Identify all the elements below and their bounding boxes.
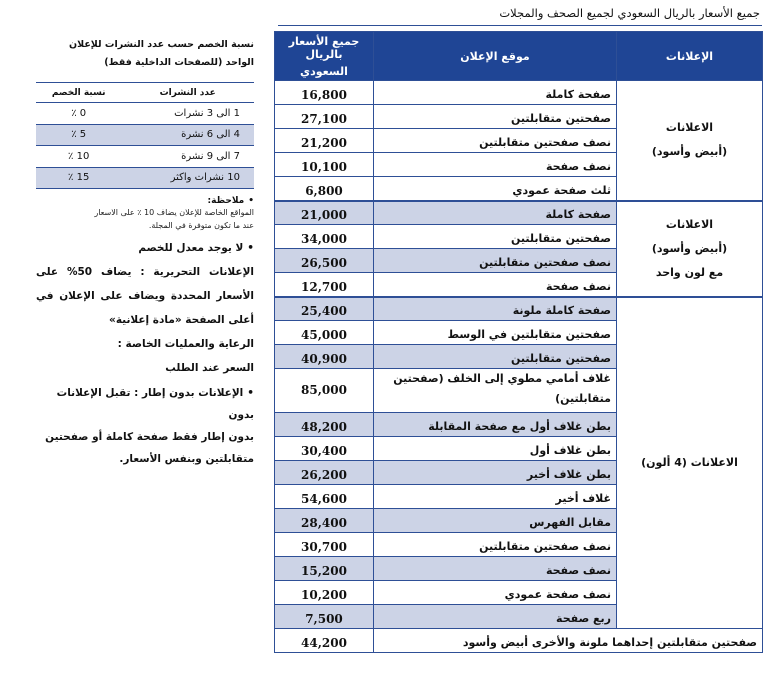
- frameless-line: متقابلتين وبنفس الأسعار.: [119, 453, 254, 465]
- ad-position: نصف صفحتين متقابلتين: [374, 533, 617, 557]
- editorial-ads-text: الإعلانات التحريرية : يضاف 50% على الأسعار المحددة ويضاف على الإعلان في أعلى الصفحة «مادة إعلانية»: [36, 266, 254, 326]
- ad-price: 10,100: [275, 153, 374, 177]
- ad-price: 16,800: [275, 81, 374, 105]
- frameless-ads-item: [36, 382, 254, 426]
- ad-position: صفحة كاملة: [374, 81, 617, 105]
- insertion-count: 1 الى 3 نشرات: [121, 103, 254, 125]
- header-price-line2: السعودي: [300, 64, 348, 78]
- bullet-icon: •: [248, 196, 254, 206]
- ad-price: 28,400: [275, 509, 374, 533]
- ad-position: نصف صفحتين متقابلتين: [374, 249, 617, 273]
- ad-price: 44,200: [275, 629, 374, 653]
- insertion-count: 4 الى 6 نشرة: [121, 124, 254, 146]
- ad-price: 26,500: [275, 249, 374, 273]
- table-row: [275, 81, 763, 105]
- ad-price: 21,200: [275, 129, 374, 153]
- ad-price: 6,800: [275, 177, 374, 201]
- ad-price: 40,900: [275, 345, 374, 369]
- discount-title-line1: نسبة الخصم حسب عدد النشرات للإعلان: [69, 39, 254, 50]
- frameless-line: الإعلانات بدون إطار : تقبل الإعلانات بدون: [56, 387, 254, 421]
- ad-price: 85,000: [275, 369, 374, 413]
- ad-position: نصف صفحة: [374, 273, 617, 297]
- header-category: الإعلانات: [617, 32, 763, 81]
- bullet-icon: •: [247, 387, 254, 399]
- ad-price: 21,000: [275, 201, 374, 225]
- header-price-line1: جميع الأسعار بالريال: [288, 34, 360, 61]
- ad-position: غلاف أمامي مطوي إلى الخلف (صفحتين متقابلتين): [374, 369, 617, 413]
- ad-position: بطن غلاف أخير: [374, 461, 617, 485]
- ad-price: 7,500: [275, 605, 374, 629]
- header-count: عدد النشرات: [121, 83, 254, 103]
- ad-price: 30,700: [275, 533, 374, 557]
- ad-position: نصف صفحة: [374, 153, 617, 177]
- discount-percent: 5 ٪: [36, 124, 121, 146]
- ad-price: 30,400: [275, 437, 374, 461]
- category-label: مع لون واحد: [655, 265, 724, 279]
- category-bw-one-color: [617, 201, 763, 297]
- discount-panel: [36, 36, 254, 470]
- ad-price: 45,000: [275, 321, 374, 345]
- ad-position: بطن غلاف أول مع صفحة المقابلة: [374, 413, 617, 437]
- bullet-icon: •: [247, 242, 254, 254]
- discount-percent: 15 ٪: [36, 167, 121, 189]
- discount-table: [36, 82, 254, 189]
- insertion-count: 7 الى 9 نشرة: [121, 146, 254, 168]
- ad-position: نصف صفحتين متقابلتين: [374, 129, 617, 153]
- category-label: الاعلانات: [665, 121, 714, 135]
- on-request-text: السعر عند الطلب: [165, 362, 254, 374]
- table-row: [36, 167, 254, 189]
- ad-price: 26,200: [275, 461, 374, 485]
- header-price: [275, 32, 374, 81]
- category-label: (أبيض وأسود): [651, 241, 728, 255]
- ad-position: مقابل الفهرس: [374, 509, 617, 533]
- sponsorship-text: الرعاية والعمليات الخاصة :: [117, 338, 254, 350]
- category-label: الاعلانات (4 ألون): [641, 455, 738, 469]
- ad-position: صفحة كاملة: [374, 201, 617, 225]
- ad-position: صفحتين متقابلتين: [374, 105, 617, 129]
- table-row: [275, 201, 763, 225]
- ad-position: صفحتين متقابلتين: [374, 225, 617, 249]
- ad-price: 34,000: [275, 225, 374, 249]
- ad-price: 10,200: [275, 581, 374, 605]
- insertion-count: 10 نشرات واكثر: [121, 167, 254, 189]
- note-heading: [36, 196, 254, 206]
- discount-table-header: [36, 83, 254, 103]
- ad-price: 54,600: [275, 485, 374, 509]
- table-row: [36, 103, 254, 125]
- ad-position: بطن غلاف أول: [374, 437, 617, 461]
- note-heading-text: ملاحظة:: [207, 196, 245, 206]
- header-position: موقع الإعلان: [374, 32, 617, 81]
- header-discount: نسبة الخصم: [36, 83, 121, 103]
- table-row: [36, 124, 254, 146]
- category-bw: [617, 81, 763, 201]
- table-row: [275, 297, 763, 321]
- price-table: [274, 31, 763, 653]
- category-label: (أبيض وأسود): [651, 145, 728, 159]
- note-line: المواقع الخاصة للإعلان يضاف 10 ٪ على الاسعار: [94, 208, 254, 217]
- ad-position: صفحتين متقابلتين في الوسط: [374, 321, 617, 345]
- category-label: الاعلانات: [665, 217, 714, 231]
- table-row: [275, 629, 763, 653]
- table-row: [36, 146, 254, 168]
- no-discount-text: لا يوجد معدل للخصم: [138, 242, 244, 254]
- ad-position: ربع صفحة: [374, 605, 617, 629]
- discount-title-line2: الواحد (للصفحات الداخلية فقط): [104, 57, 254, 68]
- frameless-line: بدون إطار فقط صفحة كاملة أو صفحتين: [45, 431, 254, 443]
- ad-position: صفحتين متقابلتين: [374, 345, 617, 369]
- ad-price: 27,100: [275, 105, 374, 129]
- discount-percent: 0 ٪: [36, 103, 121, 125]
- ad-position: نصف صفحة عمودي: [374, 581, 617, 605]
- price-table-header: [275, 32, 763, 81]
- ad-position: صفحتين متقابلتين إحداهما ملونة والأخرى أبيض وأسود: [374, 629, 763, 653]
- category-four-colors: [617, 297, 763, 629]
- ad-price: 15,200: [275, 557, 374, 581]
- ad-price: 25,400: [275, 297, 374, 321]
- ad-position: غلاف أخير: [374, 485, 617, 509]
- note-line: عند ما تكون متوفرة في المجلة.: [148, 221, 254, 230]
- main-title: جميع الأسعار بالريال السعودي لجميع الصحف والمجلات: [278, 6, 762, 26]
- ad-position: نصف صفحة: [374, 557, 617, 581]
- no-discount-item: [36, 242, 254, 254]
- ad-position: صفحة كاملة ملونة: [374, 297, 617, 321]
- ad-price: 12,700: [275, 273, 374, 297]
- ad-price: 48,200: [275, 413, 374, 437]
- ad-position: ثلث صفحة عمودي: [374, 177, 617, 201]
- discount-percent: 10 ٪: [36, 146, 121, 168]
